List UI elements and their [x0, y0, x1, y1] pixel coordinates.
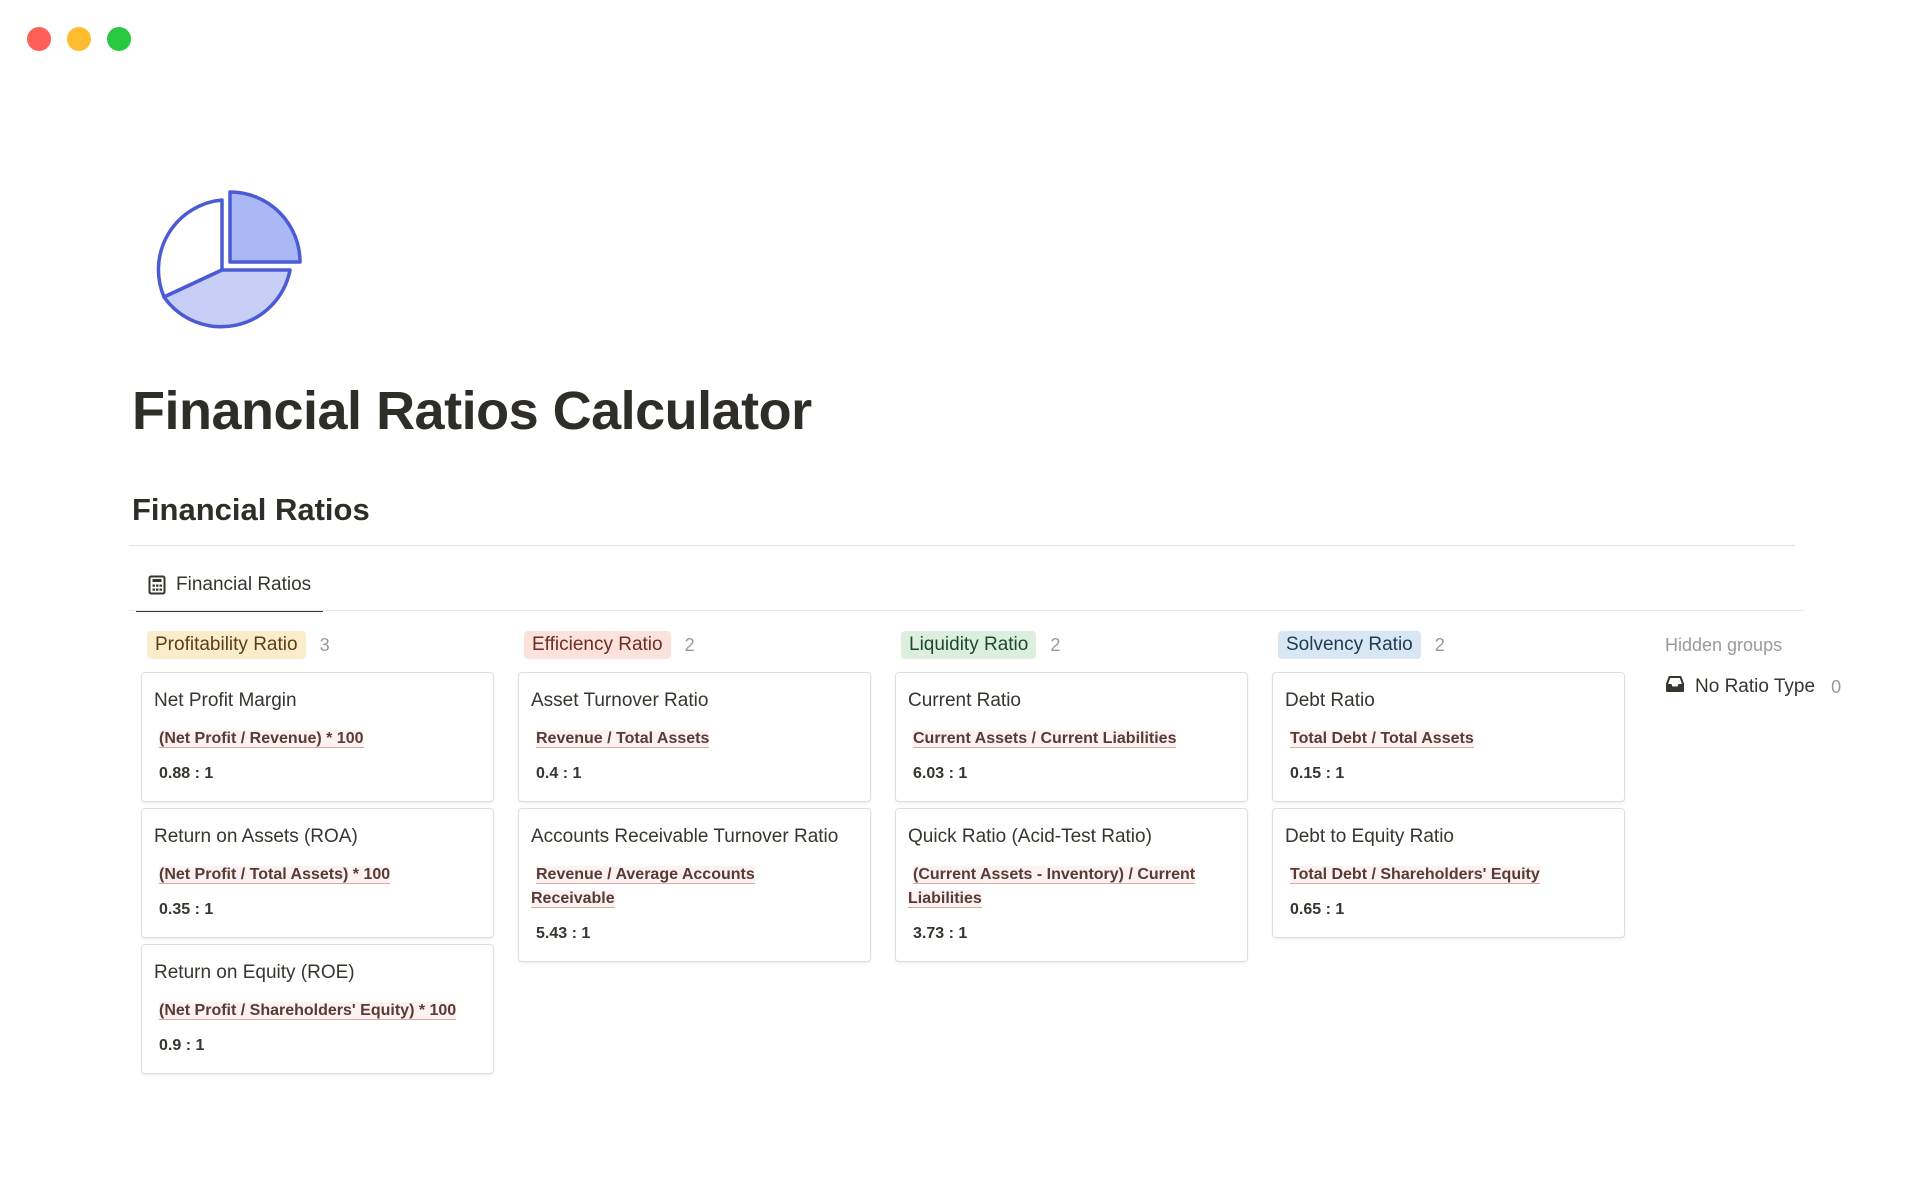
- ratio-value: 0.35 : 1: [159, 901, 214, 918]
- ratio-value: 0.65 : 1: [1290, 901, 1345, 918]
- card-title: Return on Assets (ROA): [154, 826, 358, 847]
- group-tag: Liquidity Ratio: [901, 631, 1036, 659]
- formula-text: (Net Profit / Total Assets) * 100: [159, 866, 391, 883]
- formula-text: Total Debt / Total Assets: [1290, 730, 1474, 747]
- board-column-efficiency: [518, 628, 871, 1080]
- ratio-value: 0.4 : 1: [536, 765, 582, 782]
- tab-label: Financial Ratios: [176, 574, 312, 595]
- database-title[interactable]: Financial Ratios: [132, 492, 370, 527]
- hidden-group-no-ratio-type[interactable]: [1665, 672, 1865, 702]
- ratio-value: 3.73 : 1: [913, 925, 968, 942]
- maximize-window-button[interactable]: [107, 27, 131, 51]
- board-column-liquidity: [895, 628, 1248, 1080]
- card[interactable]: [895, 808, 1248, 962]
- inbox-icon: [1665, 675, 1685, 699]
- column-header[interactable]: [518, 628, 871, 662]
- formula-text: (Net Profit / Shareholders' Equity) * 100: [159, 1002, 457, 1019]
- group-tag: Efficiency Ratio: [524, 631, 671, 659]
- card-title: Debt to Equity Ratio: [1285, 826, 1454, 847]
- card-title: Current Ratio: [908, 690, 1021, 711]
- card[interactable]: [895, 672, 1248, 802]
- board: [141, 628, 1625, 1080]
- card[interactable]: [518, 672, 871, 802]
- card-title: Quick Ratio (Acid-Test Ratio): [908, 826, 1152, 847]
- group-count: 2: [1050, 634, 1061, 655]
- card-title: Return on Equity (ROE): [154, 962, 355, 983]
- column-header[interactable]: [1272, 628, 1625, 662]
- table-calculator-icon: [148, 575, 166, 595]
- page-title[interactable]: Financial Ratios Calculator: [132, 381, 812, 441]
- card[interactable]: [1272, 808, 1625, 938]
- pie-chart-icon[interactable]: [150, 190, 310, 350]
- hidden-group-label: No Ratio Type: [1695, 676, 1816, 697]
- ratio-value: 0.15 : 1: [1290, 765, 1345, 782]
- tab-financial-ratios[interactable]: [136, 560, 323, 612]
- card-title: Asset Turnover Ratio: [531, 690, 709, 711]
- column-header[interactable]: [895, 628, 1248, 662]
- ratio-value: 5.43 : 1: [536, 925, 591, 942]
- formula-text: Revenue / Average Accounts Receivable: [531, 866, 755, 907]
- formula-text: Total Debt / Shareholders' Equity: [1290, 866, 1540, 883]
- ratio-value: 0.88 : 1: [159, 765, 214, 782]
- group-tag: Profitability Ratio: [147, 631, 306, 659]
- divider: [129, 545, 1795, 546]
- group-count: 2: [1434, 634, 1445, 655]
- card[interactable]: [141, 808, 494, 938]
- minimize-window-button[interactable]: [67, 27, 91, 51]
- card-title: Debt Ratio: [1285, 690, 1375, 711]
- hidden-groups: [1665, 628, 1865, 702]
- group-count: 2: [684, 634, 695, 655]
- column-header[interactable]: [141, 628, 494, 662]
- window-controls: [27, 27, 131, 51]
- card[interactable]: [141, 944, 494, 1074]
- group-tag: Solvency Ratio: [1278, 631, 1421, 659]
- formula-text: Current Assets / Current Liabilities: [913, 730, 1177, 747]
- ratio-value: 6.03 : 1: [913, 765, 968, 782]
- formula-text: Revenue / Total Assets: [536, 730, 710, 747]
- board-column-solvency: [1272, 628, 1625, 1080]
- card[interactable]: [141, 672, 494, 802]
- board-column-profitability: [141, 628, 494, 1080]
- card-title: Accounts Receivable Turnover Ratio: [531, 826, 839, 847]
- divider: [129, 610, 1804, 611]
- card[interactable]: [1272, 672, 1625, 802]
- ratio-value: 0.9 : 1: [159, 1037, 205, 1054]
- card[interactable]: [518, 808, 871, 962]
- formula-text: (Current Assets - Inventory) / Current Liabilities: [908, 866, 1196, 907]
- close-window-button[interactable]: [27, 27, 51, 51]
- hidden-groups-label: Hidden groups: [1665, 634, 1783, 655]
- card-title: Net Profit Margin: [154, 690, 297, 711]
- formula-text: (Net Profit / Revenue) * 100: [159, 730, 364, 747]
- group-count: 3: [319, 634, 330, 655]
- hidden-group-count: 0: [1831, 676, 1842, 697]
